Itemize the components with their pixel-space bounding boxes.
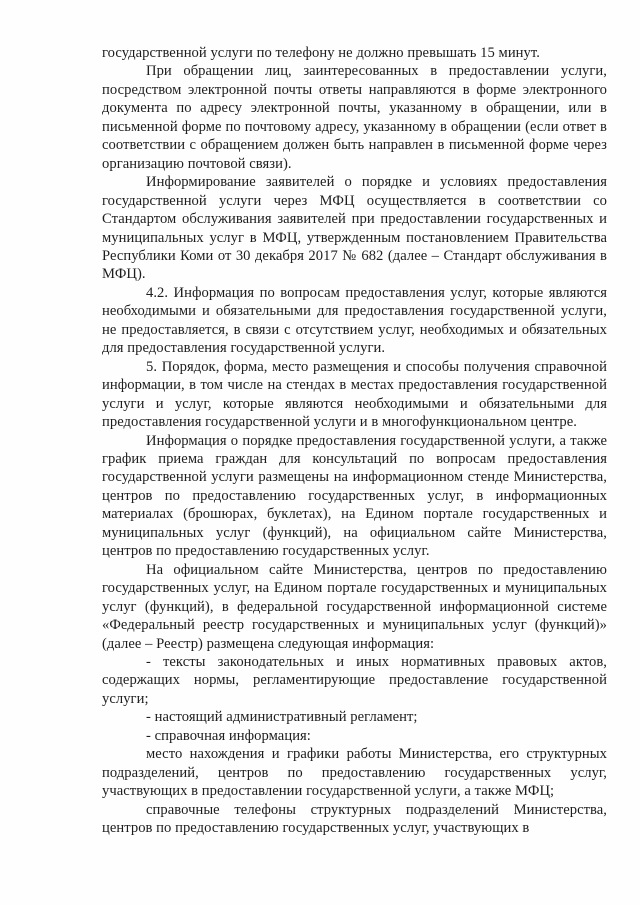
list-item-reference-info: - справочная информация: (146, 727, 311, 744)
paragraph-official-site-info: На официальном сайте Министерства, центров по предоставлению государственных услуг, на Едином портале государственных и муниципальных услуг (функций), в федеральной государственной информационной системе «Федеральный реестр государственных и муниципальных услуг (функций)» (далее – Реестр) размещена следующая информация: (102, 561, 607, 652)
paragraph-section-4-2: 4.2. Информация по вопросам предоставления услуг, которые являются необходимыми и обязательными для предоставления государственной услуги, не предоставляется, в связи с отсутствием услуг, необходимых и обязательных для предоставления государственной услуги. (102, 284, 607, 357)
paragraph-info-placement: Информация о порядке предоставления государственной услуги, а также график приема граждан для консультаций по вопросам предоставления государственной услуги размещены на информационном стенде Министерства, центров по предоставлению государственных услуг, в информационных материалах (брошюрах, буклетах), на Едином портале государственных и муниципальных услуг (функций), на официальном сайте Министерства, центров по предоставлению государственных услуг. (102, 432, 607, 560)
paragraph-location-schedule: место нахождения и графики работы Министерства, его структурных подразделений, центров по предоставлению государственных услуг, участвующих в предоставлении государственной услуги, а также МФЦ; (102, 746, 607, 800)
paragraph-mfc-informing: Информирование заявителей о порядке и условиях предоставления государственной услуги через МФЦ осуществляется в соответствии со Стандартом обслуживания заявителей при предоставлении государственных и муниципальных услуг в МФЦ, утвержденным постановлением Правительства Республики Коми от 30 декабря 2017 № 682 (далее – Стандарт обслуживания в МФЦ). (102, 174, 607, 283)
paragraph-section-5-heading: 5. Порядок, форма, место размещения и способы получения справочной информации, в том числе на стендах в местах предоставления государственной услуги и услуг, которые являются необходимыми и обязательными для предоставления государственной услуги и в многофункциональном центре. (102, 358, 607, 431)
paragraph-reference-phones: справочные телефоны структурных подразделений Министерства, центров по предоставлению государственных услуг, участвующих в (102, 801, 607, 837)
document-body (102, 44, 607, 837)
paragraph-email-response: При обращении лиц, заинтересованных в предоставлении услуги, посредством электронной почты ответы направляются в форме электронного документа по адресу электронной почты, указанному в обращении, или в письменной форме по почтовому адресу, указанному в обращении (если ответ в соответствии с обращением должен быть направлен в письменной форме через организацию почтовой связи). (102, 63, 607, 172)
paragraph-phone-time-limit: государственной услуги по телефону не должно превышать 15 минут. (102, 45, 540, 61)
list-item-legal-acts: - тексты законодательных и иных нормативных правовых актов, содержащих нормы, регламентирующие предоставление государственной услуги; (102, 653, 607, 707)
list-item-regulation: - настоящий административный регламент; (146, 709, 418, 726)
